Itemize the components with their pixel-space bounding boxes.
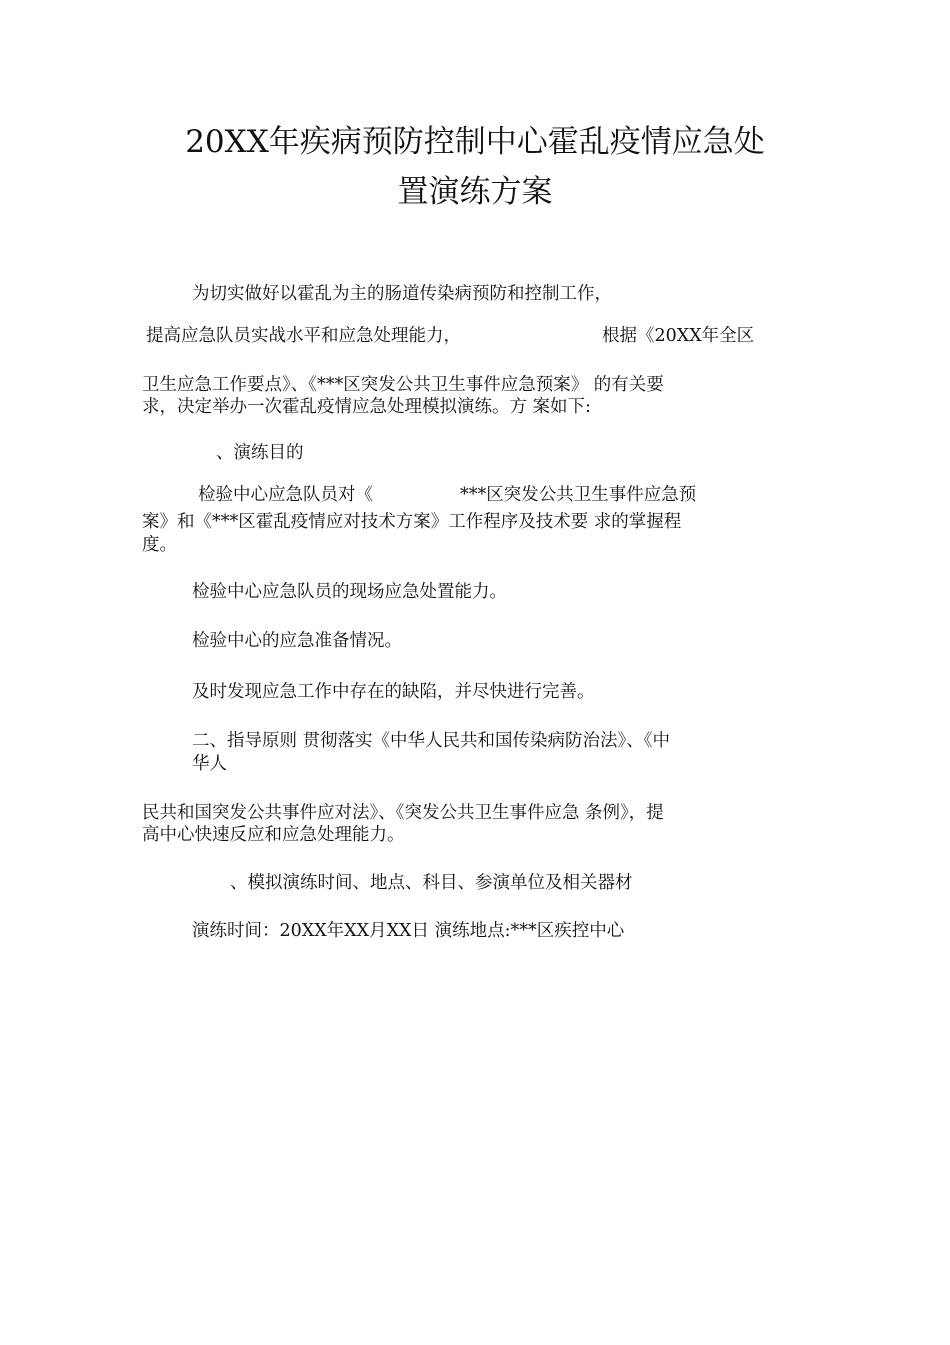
paragraph-line: 华人 [192, 754, 227, 774]
paragraph-line: 求，决定举办一次霍乱疫情应急处理模拟演练。方 案如下: [142, 397, 591, 417]
paragraph-line: 检验中心的应急准备情况。 [192, 631, 402, 651]
paragraph-line: ***区突发公共卫生事件应急预 [460, 485, 697, 505]
paragraph-line: 为切实做好以霍乱为主的肠道传染病预防和控制工作， [192, 284, 612, 304]
paragraph-line: 根据《20XX年全区 [602, 326, 755, 346]
paragraph-line: 提高应急队员实战水平和应急处理能力， [146, 326, 461, 346]
paragraph-line: 检验中心应急队员的现场应急处置能力。 [192, 582, 507, 602]
paragraph-line: 及时发现应急工作中存在的缺陷，并尽快进行完善。 [192, 682, 595, 702]
doc-title-line-1: 20XX年疾病预防控制中心霍乱疫情应急处 [185, 124, 765, 160]
paragraph-line: 民共和国突发公共事件应对法》、《突发公共卫生事件应急 条例》，提 [142, 803, 664, 823]
paragraph-line: 度。 [142, 535, 177, 555]
paragraph-line: 演练时间：20XX年XX月XX日 演练地点:***区疾控中心 [192, 921, 625, 941]
paragraph-line: 高中心快速反应和应急处理能力。 [142, 825, 405, 845]
section-heading: 、模拟演练时间、地点、科目、参演单位及相关器材 [230, 873, 633, 893]
section-heading: 二、指导原则 贯彻落实《中华人民共和国传染病防治法》、《中 [192, 731, 671, 751]
paragraph-line: 卫生应急工作要点》、《***区突发公共卫生事件应急预案》 的有关要 [142, 375, 664, 395]
section-heading: 、演练目的 [216, 443, 304, 463]
paragraph-line: 案》和《***区霍乱疫情应对技术方案》工作程序及技术要 求的掌握程 [142, 512, 682, 532]
paragraph-line: 检验中心应急队员对《 [198, 485, 373, 505]
doc-title-line-2: 置演练方案 [397, 174, 553, 210]
